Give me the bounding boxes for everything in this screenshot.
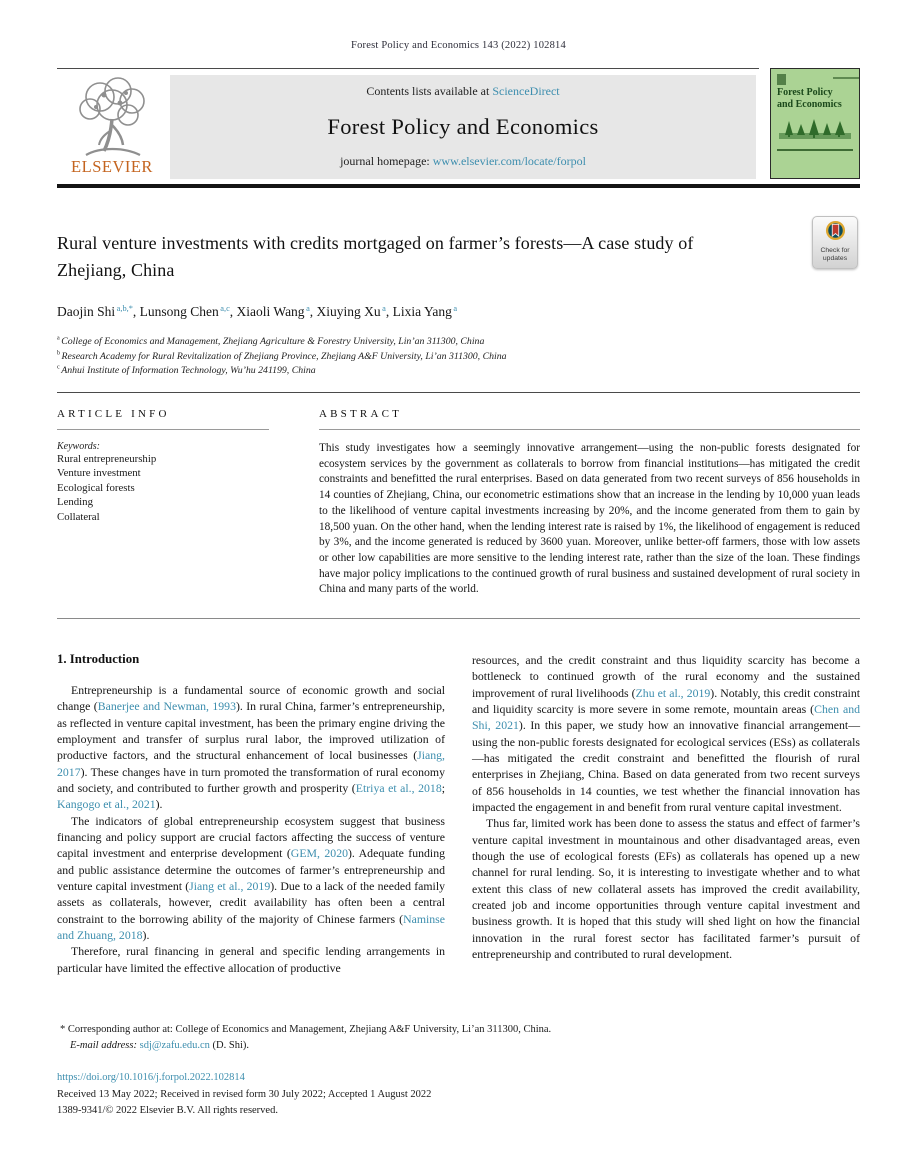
journal-masthead <box>57 68 860 181</box>
text-segment: , Xiuying Xu <box>309 304 381 319</box>
affiliation <box>57 364 860 379</box>
cover-forest-art-icon <box>777 117 853 151</box>
text-segment: c <box>57 365 62 372</box>
abstract-text: This study investigates how a seemingly innovative arrangement—using the non-public forests designated for ecosystem services by the government as collaterals to borrow from financial institutions—has mitigated the credit constraints and benefitted the rural enterprises. Based on data generated from two recent surveys of 856 households in 14 counties of Zhejiang, China, our econometric estimations show that an increase in the lending by 10,000 yuan leads to the likelihood of venture capital investments increasing by 20%, and the income generated from them to gain by 18,500 yuan. On the other hand, when the lending interest rate is raised by 1%, the likelihood of engagement is reduced by 3%, and the income generated is reduced by 3600 yuan. Moreover, unlike better-off farmers, those with low assets or other low capabilities are more sensitive to the lending interest rate, rather than the size of the loan. These findings have major policy implications to the continued growth of rural business and sustained development of rural society in China and many parts of the world. <box>319 442 860 596</box>
badge-label-line1: Check for <box>820 247 850 254</box>
intro-right-column <box>472 652 860 976</box>
title-row <box>57 230 860 284</box>
homepage-prefix: journal homepage: <box>340 154 433 168</box>
badge-label-line2: updates <box>822 255 848 263</box>
inline-link[interactable]: Zhu et al., 2019 <box>635 685 711 700</box>
cover-issue-text <box>833 77 859 79</box>
text-segment: ). Due to a lack of the needed family assets as collaterals, however, credit availability has often been a central constraint to the borrowing ability of the majority of Chinese farmers ( <box>57 878 445 926</box>
text-segment: The indicators of global entrepreneurship ecosystem suggest that business financing and policy support are crucial factors affecting the success of venture capital investment and enterprise development ( <box>57 813 445 861</box>
paragraph <box>57 682 445 813</box>
text-segment: , Lunsong Chen <box>132 304 219 319</box>
text-segment: , Xiaoli Wang <box>229 304 305 319</box>
authors-line <box>57 304 860 320</box>
text-segment: * Corresponding author at: College of Economics and Management, Zhejiang A&F University, Li’an 311300, China. <box>60 1023 552 1035</box>
section-heading-introduction: 1. Introduction <box>57 651 140 666</box>
contents-prefix: Contents lists available at <box>366 84 493 98</box>
abstract-column <box>319 408 860 598</box>
text-segment: ). In this paper, we study how an innovative financial arrangement—using the non-public forests designated for ecological services (ESs) as collaterals—has mitigated the credit constraint and benefitted the flourish of rural enterprises in Zhejiang, China. Based on data generated from two recent surveys of 856 households in 14 counties, we test whether the financial innovation has impacted the engagement in and benefit from rural venture capital investment. <box>472 718 860 814</box>
inline-link[interactable]: Jiang et al., 2019 <box>189 878 271 893</box>
paragraph <box>472 652 860 815</box>
masthead-banner <box>170 75 756 179</box>
affiliation <box>57 350 860 365</box>
inline-link[interactable]: Banerjee and Newman, 1993 <box>97 699 236 714</box>
info-abstract-block <box>57 392 860 619</box>
affiliations <box>57 335 860 379</box>
keyword: Collateral <box>57 510 100 523</box>
crossmark-bookmark-icon <box>825 228 846 245</box>
homepage-link[interactable]: www.elsevier.com/locate/forpol <box>432 154 586 168</box>
text-segment: ). <box>155 797 163 812</box>
intro-left-column <box>57 652 445 976</box>
abstract-rule <box>319 429 860 430</box>
keyword: Venture investment <box>57 467 141 480</box>
paragraph <box>472 815 860 962</box>
elsevier-tree-icon <box>57 75 167 159</box>
text-segment: ). These changes have in turn promoted the transformation of rural economy and society, and contributed to further growth and prosperity ( <box>57 764 445 795</box>
text-segment: ). Notably, this credit constraint and liquidity scarcity is more severe in some remote, mountain areas ( <box>472 685 861 716</box>
article-info-rule <box>57 429 269 430</box>
affiliation <box>57 335 860 350</box>
text-segment: Anhui Institute of Information Technology, Wu’hu 241199, China <box>61 365 316 377</box>
journal-title: Forest Policy and Economics <box>327 113 599 139</box>
elsevier-wordmark: ELSEVIER <box>71 157 153 176</box>
keyword: Rural entrepreneurship <box>57 453 157 466</box>
text-segment: Entrepreneurship is a fundamental source of economic growth and social change ( <box>57 682 445 714</box>
text-segment: College of Economics and Management, Zhejiang Agriculture & Forestry University, Lin’an 311300, China <box>61 336 485 347</box>
sciencedirect-link[interactable]: ScienceDirect <box>492 84 560 98</box>
cover-title-line2: and Economics <box>777 98 842 110</box>
text-segment: Thus far, limited work has been done to assess the status and effect of farmer’s venture capital investment in mountainous and other disadvantaged areas, even though the use of ecological forests (EFs) as collaterals has opened up a new channel for rural lending. So, it is interesting to investigate whether and to what extent this class of new collateral assets has improved the credit availability, created job and income opportunities through venture capital investment and business growth. It is hoped that this study will shed light on how the financial innovation in the rural forest sector has facilitated farmer’s pursuit of entrepreneurship and contributed to rural development. <box>472 816 860 961</box>
footer-meta <box>57 1070 860 1119</box>
inline-link[interactable]: a,c <box>220 303 230 313</box>
paragraph <box>57 943 445 976</box>
text-segment: Daojin Shi <box>57 304 116 319</box>
keywords-label: Keywords: <box>57 441 100 453</box>
masthead-bottom-bar <box>57 184 860 188</box>
keywords-list <box>57 452 269 524</box>
inline-link[interactable]: a <box>453 303 458 313</box>
journal-citation: Forest Policy and Economics 143 (2022) 102814 <box>351 40 566 51</box>
text-segment: a <box>57 335 62 342</box>
intro-right-paragraphs <box>472 652 860 962</box>
inline-link[interactable]: sdj@zafu.edu.cn <box>139 1039 210 1051</box>
badge-label <box>815 247 855 264</box>
inline-link[interactable]: a,b,* <box>116 303 133 313</box>
text-segment: ). In rural China, farmer’s entrepreneurship, as reflected in venture capital investment, has been the primary engine driving the employment and transfer of surplus rural labor, the improved utilization of productive factors, and the structural enhancement of local businesses ( <box>57 699 445 763</box>
inline-link[interactable]: GEM, 2020 <box>290 846 348 861</box>
inline-link[interactable]: a <box>306 303 310 313</box>
abstract-heading: ABSTRACT <box>319 408 403 421</box>
inline-link[interactable]: Jiang, 2017 <box>57 748 445 779</box>
inline-link[interactable]: Chen and Shi, 2021 <box>472 701 860 733</box>
article-title: Rural venture investments with credits mortgaged on farmer’s forests—A case study of Zhejiang, China <box>57 233 694 280</box>
article-info-heading: ARTICLE INFO <box>57 408 170 421</box>
text-segment: Research Academy for Rural Revitalization of Zhejiang Province, Zhejiang A&F University, Li’an 311300, China <box>61 350 507 362</box>
email-note <box>57 1038 860 1054</box>
cover-rule <box>777 149 853 151</box>
inline-link[interactable]: Naminse and Zhuang, 2018 <box>57 911 445 942</box>
corresponding-author-note <box>57 1022 860 1038</box>
keyword: Lending <box>57 496 93 509</box>
text-segment: ). <box>142 927 150 942</box>
check-for-updates-badge[interactable] <box>812 216 858 269</box>
homepage-line <box>340 154 586 169</box>
footnotes <box>57 1022 860 1054</box>
inline-link[interactable]: Etriya et al., 2018 <box>355 780 442 795</box>
text-segment: ). Adequate funding and public assistance determine the outcomes of farmer’s entrepreneurship and venture capital investment ( <box>57 846 445 893</box>
text-segment: resources, and the credit constraint and thus liquidity scarcity has become a bottleneck to continued growth of the rural economy and the sustained improvement of rural livelihoods ( <box>472 652 860 700</box>
contents-line <box>366 84 559 99</box>
cover-title <box>777 87 853 110</box>
inline-link[interactable]: a <box>382 303 386 313</box>
inline-link[interactable]: Kangogo et al., 2021 <box>57 797 156 812</box>
text-segment: Therefore, rural financing in general and specific lending arrangements in particular have limited the effective allocation of productive <box>57 944 445 975</box>
elsevier-logo[interactable] <box>57 75 167 179</box>
text-segment: E-mail address: <box>70 1039 137 1051</box>
received-dates: Received 13 May 2022; Received in revised form 30 July 2022; Accepted 1 August 2022 <box>57 1088 432 1100</box>
article-info-column <box>57 408 269 598</box>
journal-cover-thumbnail[interactable] <box>770 68 860 179</box>
copyright-line: 1389-9341/© 2022 Elsevier B.V. All rights reserved. <box>57 1104 278 1116</box>
text-segment: ; <box>441 780 445 795</box>
masthead-top-rule <box>57 68 759 69</box>
text-segment: b <box>57 350 62 357</box>
cover-title-line1: Forest Policy <box>777 87 833 98</box>
intro-left-paragraphs <box>57 682 445 976</box>
introduction-section <box>57 652 860 976</box>
keyword: Ecological forests <box>57 481 135 494</box>
text-segment: (D. Shi). <box>209 1039 250 1051</box>
text-segment: , Lixia Yang <box>385 304 452 319</box>
cover-logo-icon <box>777 74 786 85</box>
paragraph <box>57 813 445 944</box>
doi-link[interactable]: https://doi.org/10.1016/j.forpol.2022.102814 <box>57 1072 245 1084</box>
